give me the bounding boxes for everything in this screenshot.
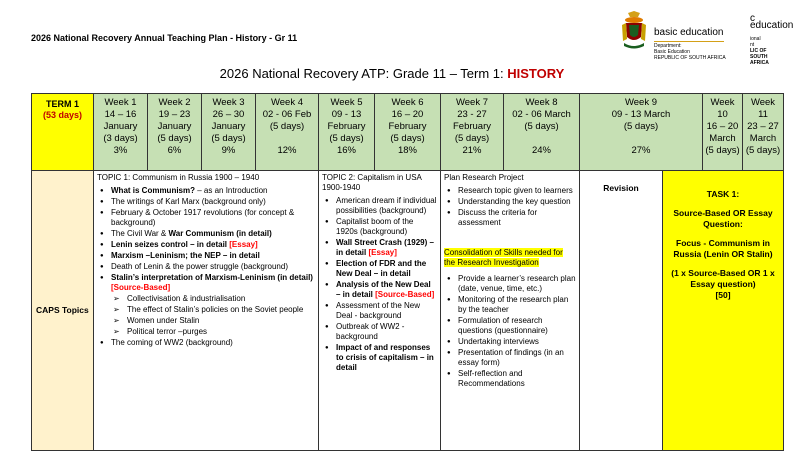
topic-1-item: ● Marxism –Leninism; the NEP – in detail	[97, 251, 315, 261]
project-plan-item: ● Understanding the key question	[444, 197, 576, 207]
week-6-cell: Week 6 16 – 20 February (5 days) 18%	[375, 94, 441, 171]
week-header-row	[32, 94, 784, 171]
topic-2-item: ● Impact of and responses to crisis of capitalism – in detail	[322, 343, 437, 373]
project-title: Plan Research Project	[444, 173, 524, 182]
logo-department: Department: Basic Education REPUBLIC OF SOUTH AFRICA	[654, 43, 726, 61]
title-subject: HISTORY	[507, 66, 565, 81]
week-7-cell: Week 7 23 - 27 February (5 days) 21%	[441, 94, 504, 171]
dbe-logo	[620, 5, 793, 66]
topic-2-item: ● Wall Street Crash (1929) – in detail [Essay]	[322, 238, 437, 258]
project-step-item: ● Self-reflection and Recommendations	[444, 369, 576, 389]
document-header	[0, 0, 793, 66]
topic-2-cell	[319, 171, 441, 451]
logo-divider	[654, 41, 724, 42]
project-plan-item: ● Discuss the criteria for assessment	[444, 208, 576, 228]
project-step-item: ● Provide a learner’s research plan (date, venue, time, etc.)	[444, 274, 576, 294]
task-type: Source-Based OR Essay Question:	[673, 208, 773, 229]
topic-2-item: ● Election of FDR and the New Deal – in detail	[322, 259, 437, 279]
project-steps-list	[444, 274, 576, 389]
task-1-cell	[663, 171, 784, 451]
topic-1-title: TOPIC 1: Communism in Russia 1900 – 1940	[97, 173, 260, 182]
project-step-item: ● Presentation of findings (in an essay form)	[444, 348, 576, 368]
atp-table	[31, 93, 784, 451]
week-11-cell: Week 11 23 – 27 March (5 days)	[743, 94, 784, 171]
project-plan-item: ● Research topic given to learners	[444, 186, 576, 196]
title-prefix: 2026 National Recovery ATP: Grade 11 – Term 1:	[219, 66, 508, 81]
caps-topics-label: CAPS Topics	[32, 171, 94, 451]
topic-1-item: ● February & October 1917 revolutions (for concept & background)	[97, 208, 315, 228]
topic-1-item: ● Lenin seizes control – in detail [Essay]	[97, 240, 315, 250]
task-focus: Focus - Communism in Russia (Lenin OR Stalin)	[673, 238, 773, 259]
week-10-cell: Week 10 16 – 20 March (5 days)	[703, 94, 743, 171]
week-8-cell: Week 8 02 - 06 March (5 days) 24%	[504, 94, 580, 171]
topic-1-cell	[94, 171, 319, 451]
week-2-cell: Week 2 19 – 23 January (5 days) 6%	[148, 94, 202, 171]
topic-1-item: ➢ Political terror –purges	[97, 327, 315, 337]
topic-1-item: ➢ Collectivisation & industrialisation	[97, 294, 315, 304]
week-1-cell: Week 1 14 – 16 January (3 days) 3%	[94, 94, 148, 171]
topic-1-list	[97, 186, 315, 348]
project-step-item: ● Formulation of research questions (questionnaire)	[444, 316, 576, 336]
topic-2-item: ● Assessment of the New Deal - background	[322, 301, 437, 321]
project-plan-list	[444, 186, 576, 228]
logo-partial-text: c education	[750, 13, 793, 31]
topic-1-item: ➢ The effect of Stalin’s policies on the Soviet people	[97, 305, 315, 315]
topic-1-item: ● What is Communism? – as an Introduction	[97, 186, 315, 196]
page-title	[0, 66, 784, 81]
project-step-item: ● Monitoring of the research plan by the teacher	[444, 295, 576, 315]
topic-2-item: ● Outbreak of WW2 - background	[322, 322, 437, 342]
task-marks: [50]	[715, 290, 731, 300]
topic-2-item: ● American dream if individual possibilities (background)	[322, 196, 437, 216]
caps-topics-row	[32, 171, 784, 451]
topic-2-item: ● Capitalist boom of the 1920s (background)	[322, 217, 437, 237]
term-cell: TERM 1 (53 days)	[32, 94, 94, 171]
logo-text	[652, 5, 793, 66]
task-format: (1 x Source-Based OR 1 x Essay question)	[671, 268, 775, 289]
project-step-item: ● Undertaking interviews	[444, 337, 576, 347]
week-4-cell: Week 4 02 - 06 Feb (5 days) 12%	[256, 94, 319, 171]
week-9-cell: Week 9 09 - 13 March (5 days) 27%	[580, 94, 703, 171]
topic-2-title: TOPIC 2: Capitalism in USA 1900-1940	[322, 173, 422, 192]
document-title: 2026 National Recovery Annual Teaching Plan - History - Gr 11	[31, 33, 298, 43]
revision-cell: Revision	[580, 171, 663, 451]
consolidation-note: Consolidation of Skills needed for the Research Investigation	[444, 248, 563, 267]
topic-1-item: ● The Civil War & War Communism (in detail)	[97, 229, 315, 239]
week-3-cell: Week 3 26 – 30 January (5 days) 9%	[202, 94, 256, 171]
topic-1-item: ● Death of Lenin & the power struggle (background)	[97, 262, 315, 272]
task-title: TASK 1:	[706, 189, 740, 199]
topic-1-item: ● The writings of Karl Marx (background only)	[97, 197, 315, 207]
logo-main-text: basic education	[654, 27, 724, 38]
topic-2-list	[322, 196, 437, 373]
topic-1-item: ● The coming of WW2 (background)	[97, 338, 315, 348]
coat-of-arms-icon	[620, 11, 648, 51]
topic-1-item: ● Stalin’s interpretation of Marxism-Leninism (in detail) [Source-Based]	[97, 273, 315, 293]
research-project-cell	[441, 171, 580, 451]
logo-republic: ional nt LIC OF SOUTH AFRICA	[750, 36, 769, 66]
week-5-cell: Week 5 09 - 13 February (5 days) 16%	[319, 94, 375, 171]
topic-2-item: ● Analysis of the New Deal – in detail [Source-Based]	[322, 280, 437, 300]
topic-1-item: ➢ Women under Stalin	[97, 316, 315, 326]
